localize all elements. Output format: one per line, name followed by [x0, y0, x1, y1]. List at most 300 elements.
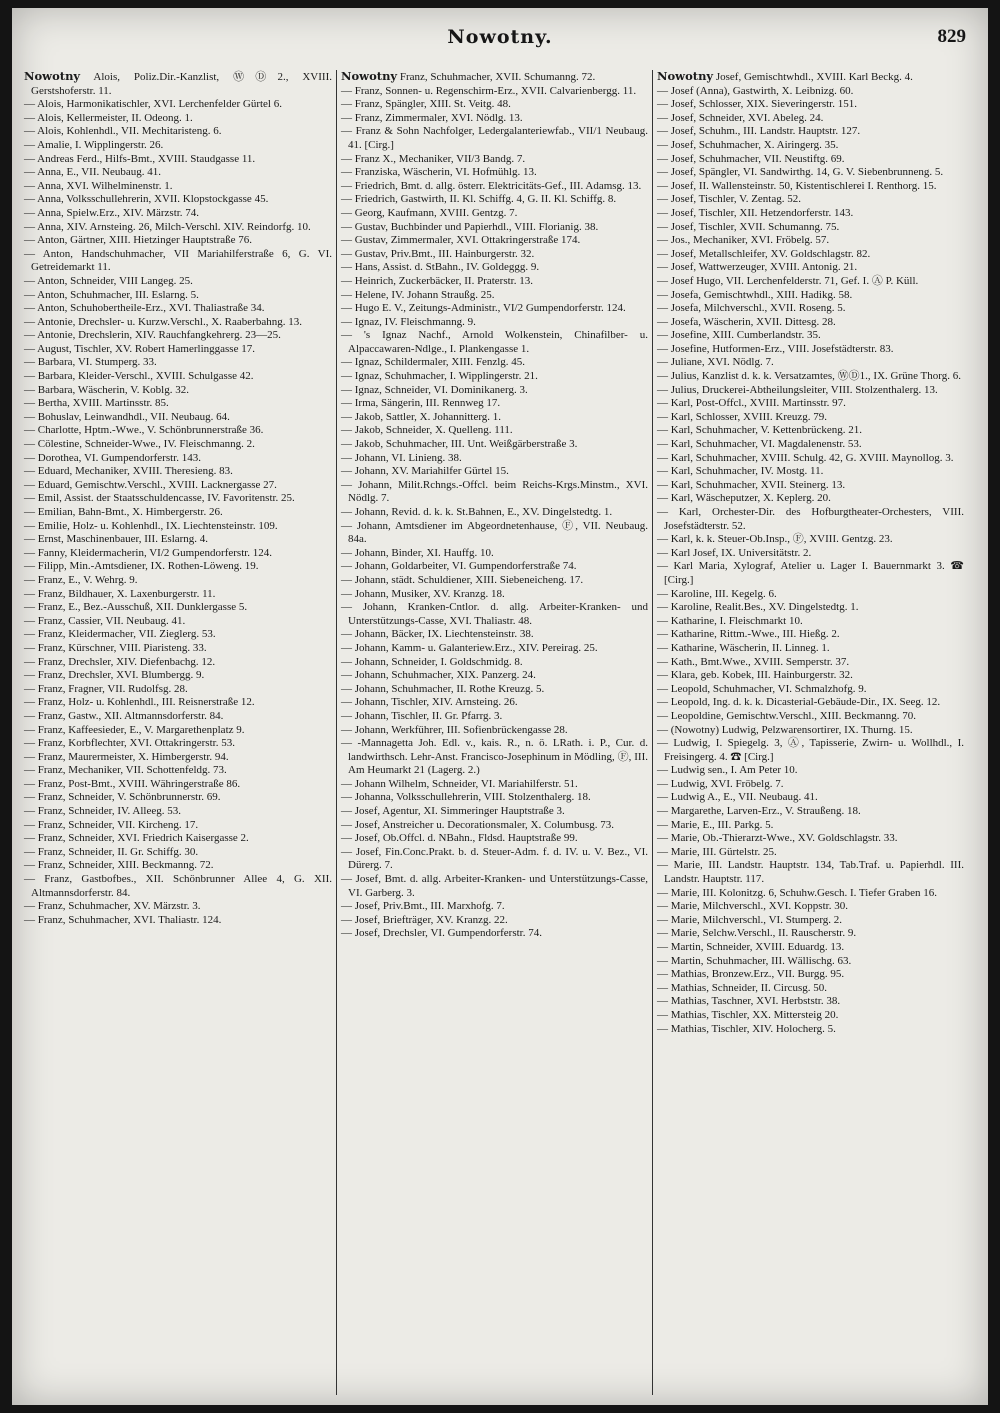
- entry-text: — Johann, Tischler, XIV. Arnsteing. 26.: [341, 696, 518, 709]
- column-2: [336, 70, 652, 1395]
- directory-entry: [341, 302, 648, 316]
- entry-text: — Franziska, Wäscherin, VI. Hofmühlg. 13.: [341, 166, 537, 179]
- directory-entry: [24, 669, 332, 683]
- entry-text: — Fanny, Kleidermacherin, VI/2 Gumpendorferstr. 124.: [24, 546, 273, 559]
- entry-text: — Franz, Schneider, XIII. Beckmanng. 72.: [24, 859, 214, 872]
- entry-text: — Johann, Goldarbeiter, VI. Gumpendorferstraße 74.: [341, 560, 577, 573]
- directory-entry: [24, 112, 332, 126]
- directory-entry: [341, 832, 648, 846]
- entry-text: — Anna, E., VII. Neubaug. 41.: [24, 166, 161, 179]
- directory-entry: [657, 615, 964, 629]
- entry-text: — Franz, Zimmermaler, XVI. Nödlg. 13.: [341, 111, 523, 124]
- entry-text: — Alois, Harmonikatischler, XVI. Lerchenfelder Gürtel 6.: [24, 98, 282, 111]
- entry-text: — Antonie, Drechsler- u. Kurzw.Verschl., X. Raaberbahng. 13.: [24, 315, 302, 328]
- entry-text: — Franz, Korbflechter, XVI. Ottakringerstr. 53.: [24, 737, 235, 750]
- directory-entry: [341, 791, 648, 805]
- entry-text: — Franz, E., V. Wehrg. 9.: [24, 573, 138, 586]
- entry-text: — Johann, Amtsdiener im Abgeordnetenhause, Ⓕ, VII. Neubaug. 84a.: [341, 519, 648, 546]
- entry-text: — Josef, Anstreicher u. Decorationsmaler, X. Columbusg. 73.: [341, 818, 614, 831]
- entry-text: — Josef, Schuhm., III. Landstr. Hauptstr. 127.: [657, 125, 861, 138]
- entry-text: — Gustav, Priv.Bmt., III. Hainburgerstr. 32.: [341, 247, 535, 260]
- entry-text: — Ignaz, Schildermaler, XIII. Fenzlg. 45.: [341, 356, 526, 369]
- directory-entry: [24, 302, 332, 316]
- directory-entry: [341, 628, 648, 642]
- entry-text: — Anton, Schuhobertheile-Erz., XVI. Thaliastraße 34.: [24, 302, 265, 315]
- entry-text: — Marie, Milchverschl., VI. Stumperg. 2.: [657, 913, 843, 926]
- directory-entry: [24, 900, 332, 914]
- directory-entry: [657, 438, 964, 452]
- directory-entry: [341, 112, 648, 126]
- directory-entry: [341, 927, 648, 941]
- entry-text: — Eduard, Gemischtw.Verschl., XVIII. Lacknergasse 27.: [24, 478, 277, 491]
- entry-text: — Franz, Post-Bmt., XVIII. Währingerstraße 86.: [24, 777, 241, 790]
- entry-text: — Franz, Drechsler, XVI. Blumbergg. 9.: [24, 669, 205, 682]
- entry-text: — Johann Wilhelm, Schneider, VI. Mariahilferstr. 51.: [341, 777, 578, 790]
- directory-entry: [657, 343, 964, 357]
- entry-text: — Karl, Schuhmacher, IV. Mostg. 11.: [657, 465, 824, 478]
- directory-entry: [657, 452, 964, 466]
- directory-entry: [657, 1023, 964, 1037]
- directory-entry: [24, 411, 332, 425]
- directory-entry: [657, 914, 964, 928]
- entry-text: — Franz, Schuhmacher, XVI. Thaliastr. 124.: [24, 913, 222, 926]
- directory-entry: [657, 710, 964, 724]
- entry-text: — Josefa, Wäscherin, XVII. Dittesg. 28.: [657, 315, 836, 328]
- entry-text: — Kath., Bmt.Wwe., XVIII. Semperstr. 37.: [657, 655, 850, 668]
- directory-entry: [657, 601, 964, 615]
- directory-entry: [657, 139, 964, 153]
- directory-entry: [24, 560, 332, 574]
- directory-entry: [24, 764, 332, 778]
- directory-entry: [24, 547, 332, 561]
- directory-entry: [657, 356, 964, 370]
- directory-entry: [657, 153, 964, 167]
- directory-entry: [341, 778, 648, 792]
- directory-entry: [341, 221, 648, 235]
- directory-entry: [24, 696, 332, 710]
- directory-entry: [341, 370, 648, 384]
- entry-text: — Josef, Spängler, VI. Sandwirthg. 14, G. V. Siebenbrunneng. 5.: [657, 166, 944, 179]
- directory-entry: [341, 506, 648, 520]
- entry-text: — Josefine, Hutformen-Erz., VIII. Josefstädterstr. 83.: [657, 342, 894, 355]
- entry-text: — Jakob, Schneider, X. Quelleng. 111.: [341, 424, 513, 437]
- entry-text: — Franz, Cassier, VII. Neubaug. 41.: [24, 614, 186, 627]
- directory-entry: [657, 955, 964, 969]
- entry-text: — Alois, Kellermeister, II. Odeong. 1.: [24, 111, 193, 124]
- entry-text: — Ludwig A., E., VII. Neubaug. 41.: [657, 791, 818, 804]
- entry-text: — Marie, III. Gürtelstr. 25.: [657, 845, 777, 858]
- page-header: [12, 26, 988, 56]
- directory-entry: [657, 859, 964, 886]
- entry-text: — Anton, Schneider, VIII Langeg. 25.: [24, 274, 193, 287]
- directory-entry: [24, 914, 332, 928]
- directory-entry: [24, 533, 332, 547]
- entry-text: — Johann, XV. Mariahilfer Gürtel 15.: [341, 465, 509, 478]
- directory-entry: [24, 356, 332, 370]
- directory-entry: [657, 887, 964, 901]
- directory-entry: [657, 465, 964, 479]
- directory-entry: [657, 819, 964, 833]
- directory-entry: [24, 859, 332, 873]
- directory-entry: [657, 261, 964, 275]
- directory-entry: [657, 737, 964, 764]
- directory-entry: [341, 207, 648, 221]
- directory-entry: [657, 982, 964, 996]
- directory-entry: [657, 316, 964, 330]
- directory-entry: [24, 832, 332, 846]
- entry-text: — Franz, Gastbofbes., XII. Schönbrunner Allee 4, G. XII. Altmannsdorferstr. 84.: [24, 873, 332, 899]
- entry-text: — Emilian, Bahn-Bmt., X. Himbergerstr. 26.: [24, 506, 223, 518]
- directory-entry: [24, 710, 332, 724]
- entry-text: Josef, Gemischtwhdl., XVIII. Karl Beckg. 4.: [713, 71, 913, 83]
- directory-entry: [341, 737, 648, 778]
- entry-text: — Josef, Schneider, XVI. Abeleg. 24.: [657, 111, 824, 124]
- entry-text: — Josef, Bmt. d. allg. Arbeiter-Kranken- und Unterstützungs-Casse, VI. Garberg. 3.: [341, 873, 648, 899]
- directory-entry: [341, 846, 648, 873]
- directory-entry: [341, 574, 648, 588]
- entry-text: — Johann, Bäcker, IX. Liechtensteinstr. 38.: [341, 628, 534, 641]
- directory-entry: [657, 764, 964, 778]
- entry-text: — Josef, Wattwerzeuger, XVIII. Antonig. 21.: [657, 261, 858, 274]
- directory-entry: [24, 628, 332, 642]
- entry-text: — Katharine, I. Fleischmarkt 10.: [657, 614, 803, 627]
- entry-text: — Anna, Spielw.Erz., XIV. Märzstr. 74.: [24, 206, 200, 219]
- directory-entry: [341, 683, 648, 697]
- entry-text: — Franz, Kürschner, VIII. Piaristeng. 33.: [24, 641, 207, 654]
- entry-text: — Johann, Musiker, XV. Kranzg. 18.: [341, 587, 505, 600]
- entry-text: — Josef, Ob.Offcl. d. NBahn., Fldsd. Hauptstraße 99.: [341, 832, 578, 845]
- entry-text: — Josef, II. Wallensteinstr. 50, Kistentischlerei I. Renthorg. 15.: [657, 179, 937, 192]
- entry-text: — Johann, Schneider, I. Goldschmidg. 8.: [341, 655, 523, 668]
- directory-entry: [341, 356, 648, 370]
- directory-entry: [341, 588, 648, 602]
- entry-text: — Johanna, Volksschullehrerin, VIII. Stolzenthalerg. 18.: [341, 791, 591, 804]
- entry-text: — Leopold, Ing. d. k. k. Dicasterial-Gebäude-Dir., IX. Seeg. 12.: [657, 696, 941, 709]
- entry-text: — Jakob, Schuhmacher, III. Unt. Weißgärberstraße 3.: [341, 438, 578, 451]
- directory-entry: [24, 479, 332, 493]
- directory-entry: [341, 520, 648, 547]
- entry-text: — Juliane, XVI. Nödlg. 7.: [657, 356, 774, 369]
- entry-text: — Katharine, Rittm.-Wwe., III. Hießg. 2.: [657, 628, 840, 641]
- directory-entry: [341, 900, 648, 914]
- directory-entry: [657, 166, 964, 180]
- entry-text: — Karl Maria, Xylograf, Atelier u. Lager I. Bauernmarkt 3. ☎ [Cirg.]: [657, 560, 964, 586]
- directory-entry: [341, 710, 648, 724]
- directory-entry: [24, 125, 332, 139]
- entry-text: — Bohuslav, Leinwandhdl., VII. Neubaug. 64.: [24, 410, 230, 423]
- entry-text: — Josefine, XIII. Cumberlandstr. 35.: [657, 329, 821, 342]
- entry-text: — Karl, Schuhmacher, XVII. Steinerg. 13.: [657, 478, 846, 491]
- directory-entry: [657, 275, 964, 289]
- entry-text: — Marie, Selchw.Verschl., II. Rauscherstr. 9.: [657, 927, 857, 940]
- entry-text: — -Mannagetta Joh. Edl. v., kais. R., n. ö. LRath. i. P., Cur. d. landwirthsch. Lehr-Anst. Francisco-Josephinum in Mödling, Ⓕ, III. Am Heumarkt 21 (Lagerg. 2.): [341, 737, 648, 777]
- entry-text: — Johann, städt. Schuldiener, XIII. Siebeneicheng. 17.: [341, 573, 584, 586]
- directory-entry: [657, 533, 964, 547]
- directory-entry: [24, 819, 332, 833]
- entry-text: — Josef (Anna), Gastwirth, X. Leibnizg. 60.: [657, 84, 854, 97]
- entry-text: — Mathias, Tischler, XX. Mittersteig 20.: [657, 1008, 839, 1021]
- directory-entry: [24, 778, 332, 792]
- entry-text: Alois, Poliz.Dir.-Kanzlist, ⓌⒹ2., XVIII. Gerstshoferstr. 11.: [31, 71, 332, 97]
- directory-entry: [24, 873, 332, 900]
- directory-entry: [24, 615, 332, 629]
- directory-entry: [657, 506, 964, 533]
- entry-text: — Josef Hugo, VII. Lerchenfelderstr. 71, Gef. I. Ⓐ P. Küll.: [657, 274, 919, 287]
- directory-entry: [341, 397, 648, 411]
- entry-text: — Johann, Tischler, II. Gr. Pfarrg. 3.: [341, 709, 503, 722]
- directory-entry: [341, 819, 648, 833]
- directory-entry: [657, 669, 964, 683]
- entry-text: — Franz, Schneider, IV. Alleeg. 53.: [24, 805, 181, 818]
- directory-entry: [341, 98, 648, 112]
- entry-text: — Andreas Ferd., Hilfs-Bmt., XVIII. Staudgasse 11.: [24, 152, 256, 165]
- directory-entry: [657, 927, 964, 941]
- directory-entry: [657, 180, 964, 194]
- directory-entry: [657, 193, 964, 207]
- directory-entry: [341, 289, 648, 303]
- directory-entry: [657, 900, 964, 914]
- entry-text: — Josef, Schlosser, XIX. Sieveringerstr. 151.: [657, 98, 857, 111]
- directory-entry: [341, 547, 648, 561]
- entry-text: — Franz, Schneider, XVI. Friedrich Kaisergasse 2.: [24, 832, 249, 845]
- entry-text: — Josef, Priv.Bmt., III. Marxhofg. 7.: [341, 900, 505, 913]
- entry-text: — Johann, Schuhmacher, XIX. Panzerg. 24.: [341, 669, 536, 682]
- entry-text: — Jos., Mechaniker, XVI. Fröbelg. 57.: [657, 234, 830, 247]
- entry-text: — Hugo E. V., Zeitungs-Administr., VI/2 Gumpendorferstr. 124.: [341, 302, 626, 315]
- directory-entry: [341, 329, 648, 356]
- directory-entry: [24, 452, 332, 466]
- entry-text: — Franz, Schneider, VII. Kircheng. 17.: [24, 818, 199, 831]
- directory-entry: [24, 139, 332, 153]
- directory-entry: [341, 193, 648, 207]
- entry-text: — Mathias, Bronzew.Erz., VII. Burgg. 95.: [657, 968, 845, 981]
- entry-text: — Barbara, Wäscherin, V. Koblg. 32.: [24, 383, 189, 396]
- entry-text: — Franz, Sonnen- u. Regenschirm-Erz., XVII. Calvarienbergg. 11.: [341, 84, 637, 97]
- directory-entry: [24, 751, 332, 765]
- directory-entry: [24, 180, 332, 194]
- entry-text: — Georg, Kaufmann, XVIII. Gentzg. 7.: [341, 206, 518, 219]
- directory-entry: [24, 248, 332, 275]
- entry-text: — Johann, Revid. d. k. k. St.Bahnen, E., XV. Dingelstedtg. 1.: [341, 506, 613, 518]
- entry-text: — Johann, Werkführer, III. Sofienbrückengasse 28.: [341, 723, 568, 736]
- entry-text: — Heinrich, Zuckerbäcker, II. Praterstr. 13.: [341, 274, 533, 287]
- directory-entry: [341, 696, 648, 710]
- directory-entry: [341, 261, 648, 275]
- directory-entry: [657, 968, 964, 982]
- entry-text: — Margarethe, Larven-Erz., V. Straußeng. 18.: [657, 805, 861, 818]
- directory-entry: [657, 696, 964, 710]
- entry-text: — Josef, Drechsler, VI. Gumpendorferstr. 74.: [341, 927, 542, 940]
- directory-entry: [657, 778, 964, 792]
- entry-text: — Mathias, Schneider, II. Circusg. 50.: [657, 981, 828, 994]
- directory-entry: [341, 914, 648, 928]
- entry-text: — Karl, Schuhmacher, V. Kettenbrückeng. 21.: [657, 424, 863, 437]
- directory-entry: [657, 302, 964, 316]
- entry-text: — Friedrich, Bmt. d. allg. österr. Elektricitäts-Gef., III. Adamsg. 13.: [341, 179, 642, 192]
- directory-entry: [657, 70, 964, 85]
- directory-entry: [341, 411, 648, 425]
- entry-text: — Anna, Volksschullehrerin, XVII. Klopstockgasse 45.: [24, 193, 269, 206]
- directory-entry: [24, 316, 332, 330]
- entry-text: — Anna, XVI. Wilhelminenstr. 1.: [24, 179, 173, 192]
- entry-text: — Ludwig sen., I. Am Peter 10.: [657, 764, 798, 777]
- entry-text: — Karl, k. k. Steuer-Ob.Insp., Ⓕ, XVIII. Gentzg. 23.: [657, 533, 893, 546]
- directory-entry: [341, 153, 648, 167]
- directory-entry: [24, 656, 332, 670]
- entry-text: — Barbara, Kleider-Verschl., XVIII. Schulgasse 42.: [24, 370, 254, 383]
- directory-entry: [341, 166, 648, 180]
- entry-text: — Johann, Binder, XI. Hauffg. 10.: [341, 546, 494, 559]
- directory-entry: [341, 724, 648, 738]
- directory-page: [12, 8, 988, 1405]
- entry-text: — Anton, Gärtner, XIII. Hietzinger Hauptstraße 76.: [24, 234, 253, 247]
- directory-entry: [341, 805, 648, 819]
- entry-text: — (Nowotny) Ludwig, Pelzwarensortirer, IX. Thurng. 15.: [657, 723, 913, 736]
- directory-entry: [24, 574, 332, 588]
- directory-entry: [341, 479, 648, 506]
- entry-text: — Alois, Kohlenhdl., VII. Mechitaristeng. 6.: [24, 125, 222, 138]
- entry-text: — Karoline, Realit.Bes., XV. Dingelstedtg. 1.: [657, 601, 859, 614]
- entry-text: — Karl Josef, IX. Universitätstr. 2.: [657, 546, 812, 559]
- directory-entry: [657, 329, 964, 343]
- entry-text: — Julius, Kanzlist d. k. k. Versatzamtes, ⓌⒹ1., IX. Grüne Thorg. 6.: [657, 370, 961, 383]
- entry-text: — Josef, Fin.Conc.Prakt. b. d. Steuer-Adm. f. d. IV. u. V. Bez., VI. Dürerg. 7.: [341, 845, 648, 872]
- entry-text: — Josef, Tischler, XVII. Schumanng. 75.: [657, 220, 840, 233]
- directory-entry: [24, 234, 332, 248]
- entry-surname: Nowotny: [341, 70, 398, 83]
- entry-text: — Josef, Briefträger, XV. Kranzg. 22.: [341, 913, 508, 926]
- directory-entry: [24, 465, 332, 479]
- directory-entry: [341, 642, 648, 656]
- directory-entry: [24, 153, 332, 167]
- directory-entry: [657, 289, 964, 303]
- directory-entry: [341, 873, 648, 900]
- entry-text: — Franz & Sohn Nachfolger, Ledergalanteriewfab., VII/1 Neubaug. 41. [Cirg.]: [341, 125, 648, 151]
- entry-text: — Karl, Schlosser, XVIII. Kreuzg. 79.: [657, 410, 828, 423]
- directory-entry: [24, 805, 332, 819]
- directory-entry: [24, 846, 332, 860]
- directory-entry: [24, 506, 332, 520]
- running-head: Nowotny.: [447, 26, 553, 48]
- entry-text: — Charlotte, Hptm.-Wwe., V. Schönbrunnerstraße 36.: [24, 424, 264, 437]
- directory-entry: [341, 248, 648, 262]
- entry-text: — Bertha, XVIII. Martinsstr. 85.: [24, 397, 169, 410]
- page-number: 829: [937, 26, 966, 47]
- entry-text: — Franz, Schneider, V. Schönbrunnerstr. 69.: [24, 791, 221, 804]
- entry-text: — Leopold, Schuhmacher, VI. Schmalzhofg. 9.: [657, 682, 867, 695]
- entry-text: — Karl, Schuhmacher, VI. Magdalenenstr. 53.: [657, 438, 862, 451]
- directory-entry: [24, 329, 332, 343]
- entry-text: — Josef, Tischler, V. Zentag. 52.: [657, 193, 801, 206]
- entry-text: — Marie, Milchverschl., XVI. Koppstr. 30.: [657, 900, 848, 913]
- directory-entry: [657, 397, 964, 411]
- entry-text: — Franz, Mechaniker, VII. Schottenfeldg. 73.: [24, 764, 227, 777]
- directory-entry: [657, 85, 964, 99]
- directory-entry: [657, 547, 964, 561]
- entry-text: — Karl, Schuhmacher, XVIII. Schulg. 42, G. XVIII. Maynollog. 3.: [657, 451, 954, 464]
- directory-entry: [24, 683, 332, 697]
- directory-entry: [657, 791, 964, 805]
- entry-text: — Franz, Holz- u. Kohlenhdl., III. Reisnerstraße 12.: [24, 696, 255, 709]
- directory-entry: [657, 1009, 964, 1023]
- entry-text: — Ludwig, XVI. Fröbelg. 7.: [657, 777, 784, 790]
- directory-entry: [341, 560, 648, 574]
- directory-entry: [24, 642, 332, 656]
- entry-text: — Martin, Schuhmacher, III. Wällischg. 63.: [657, 954, 852, 967]
- entry-text: — Anton, Handschuhmacher, VII Mariahilferstraße 6, G. VI. Getreidemarkt 11.: [24, 247, 332, 274]
- entry-surname: Nowotny: [657, 70, 714, 83]
- directory-entry: [657, 995, 964, 1009]
- directory-entry: [657, 642, 964, 656]
- directory-entry: [657, 941, 964, 955]
- directory-entry: [341, 601, 648, 628]
- entry-text: — Franz, E., Bez.-Ausschuß, XII. Dunklergasse 5.: [24, 601, 248, 614]
- entry-text: — Barbara, VI. Stumperg. 33.: [24, 356, 157, 369]
- entry-text: — Johann, Milit.Rchngs.-Offcl. beim Reichs-Krgs.Minstm., XVI. Nödlg. 7.: [341, 478, 648, 505]
- directory-entry: [24, 343, 332, 357]
- entry-text: — Josefa, Milchverschl., XVII. Roseng. 5.: [657, 302, 846, 315]
- directory-entry: [24, 424, 332, 438]
- entry-surname: Nowotny: [24, 70, 81, 83]
- directory-entry: [24, 70, 332, 98]
- directory-entry: [24, 438, 332, 452]
- entry-text: — Franz, Spängler, XIII. St. Veitg. 48.: [341, 98, 511, 111]
- directory-entry: [657, 384, 964, 398]
- entry-text: — Amalie, I. Wipplingerstr. 26.: [24, 138, 164, 151]
- directory-entry: [657, 98, 964, 112]
- directory-entry: [341, 234, 648, 248]
- directory-entry: [24, 207, 332, 221]
- directory-entry: [24, 384, 332, 398]
- entry-text: — Jakob, Sattler, X. Johannitterg. 1.: [341, 410, 502, 423]
- entry-text: — August, Tischler, XV. Robert Hamerlinggasse 17.: [24, 342, 255, 355]
- directory-entry: [657, 112, 964, 126]
- directory-entry: [341, 438, 648, 452]
- entry-text: — Gustav, Zimmermaler, XVI. Ottakringerstraße 174.: [341, 234, 581, 247]
- directory-entry: [341, 180, 648, 194]
- directory-entry: [657, 125, 964, 139]
- entry-text: — Johann, Schuhmacher, II. Rothe Kreuzg. 5.: [341, 682, 545, 695]
- entry-text: — Franz, Kleidermacher, VII. Zieglerg. 53.: [24, 628, 216, 641]
- entry-text: — Leopoldine, Gemischtw.Verschl., XIII. Beckmanng. 70.: [657, 709, 916, 722]
- directory-entry: [657, 234, 964, 248]
- directory-entry: [657, 492, 964, 506]
- entry-text: — Franz, Schuhmacher, XV. Märzstr. 3.: [24, 900, 201, 913]
- entry-text: — Julius, Druckerei-Abtheilungsleiter, VIII. Stolzenthalerg. 13.: [657, 383, 938, 396]
- directory-entry: [657, 683, 964, 697]
- entry-text: — Josef, Schuhmacher, X. Airingerg. 35.: [657, 138, 839, 151]
- directory-entry: [341, 384, 648, 398]
- entry-text: — Franz, Schneider, II. Gr. Schiffg. 30.: [24, 845, 199, 858]
- directory-entry: [657, 248, 964, 262]
- entry-text: — Johann, Kranken-Cntlor. d. allg. Arbeiter-Kranken- und Unterstützungs-Casse, XVI. Thaliastr. 48.: [341, 601, 648, 627]
- directory-entry: [24, 289, 332, 303]
- entry-text: — Emilie, Holz- u. Kohlenhdl., IX. Liechtensteinstr. 109.: [24, 519, 278, 532]
- entry-text: — Franz, Gastw., XII. Altmannsdorferstr. 84.: [24, 709, 224, 722]
- entry-text: Franz, Schuhmacher, XVII. Schumanng. 72.: [397, 71, 596, 83]
- entry-text: — Josef, Metallschleifer, XV. Goldschlagstr. 82.: [657, 247, 871, 260]
- directory-entry: [341, 424, 648, 438]
- entry-text: — Karl, Wäscheputzer, X. Keplerg. 20.: [657, 492, 831, 505]
- directory-entry: [657, 588, 964, 602]
- directory-entry: [24, 737, 332, 751]
- entry-text: — Cölestine, Schneider-Wwe., IV. Fleischmanng. 2.: [24, 438, 255, 451]
- directory-entry: [24, 601, 332, 615]
- entry-text: — Gustav, Buchbinder und Papierhdl., VIII. Florianig. 38.: [341, 220, 599, 233]
- directory-entry: [657, 724, 964, 738]
- entry-text: — Josef, Schuhmacher, VII. Neustiftg. 69.: [657, 152, 845, 165]
- directory-entry: [657, 832, 964, 846]
